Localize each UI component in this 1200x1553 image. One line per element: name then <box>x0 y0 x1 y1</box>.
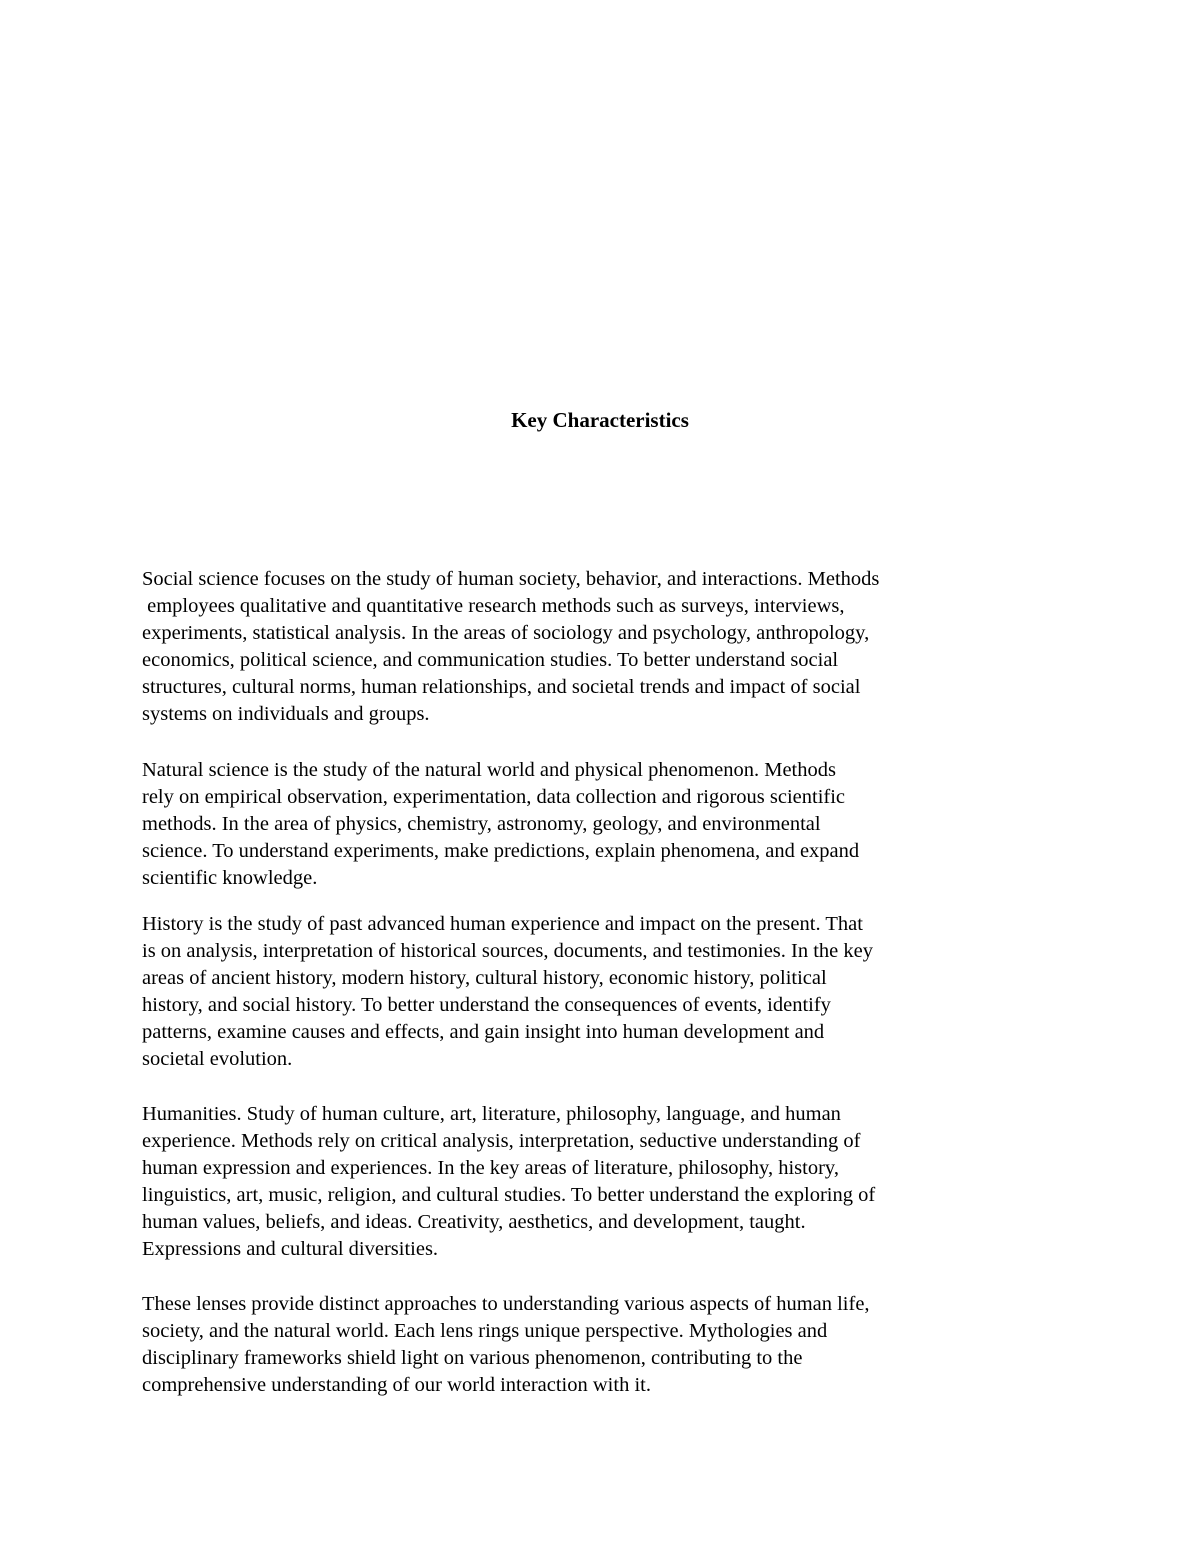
paragraph-humanities: Humanities. Study of human culture, art, literature, philosophy, language, and human experience. Methods rely on critical analysis, interpretation, seductive understanding of human expression and experiences. In the key areas of literature, philosophy, history, linguistics, art, music, religion, and cultural studies. To better understand the exploring of human values, beliefs, and ideas. Creativity, aesthetics, and development, taught. Expressions and cultural diversities. <box>142 1103 876 1260</box>
page-title: Key Characteristics <box>511 408 689 432</box>
paragraph-natural-science: Natural science is the study of the natural world and physical phenomenon. Methods rely on empirical observation, experimentation, data collection and rigorous scientific methods. In the area of physics, chemistry, astronomy, geology, and environmental science. To understand experiments, make predictions, explain phenomena, and expand scientific knowledge. <box>142 759 860 889</box>
paragraph-history: History is the study of past advanced human experience and impact on the present. That is on analysis, interpretation of historical sources, documents, and testimonies. In the key areas of ancient history, modern history, cultural history, economic history, political history, and social history. To better understand the consequences of events, identify patterns, examine causes and effects, and gain insight into human development and societal evolution. <box>142 913 874 1070</box>
paragraph-conclusion: These lenses provide distinct approaches to understanding various aspects of human life, society, and the natural world. Each lens rings unique perspective. Mythologies and disciplinary frameworks shield light on various phenomenon, contributing to the comprehensive understanding of our world interaction with it. <box>142 1293 870 1396</box>
paragraph-social-science: Social science focuses on the study of human society, behavior, and interactions. Methods employees qualitative and quantitative research methods such as surveys, interviews, experiments, statistical analysis. In the areas of sociology and psychology, anthropology, economics, political science, and communication studies. To better understand social structures, cultural norms, human relationships, and societal trends and impact of social systems on individuals and groups. <box>142 568 880 725</box>
